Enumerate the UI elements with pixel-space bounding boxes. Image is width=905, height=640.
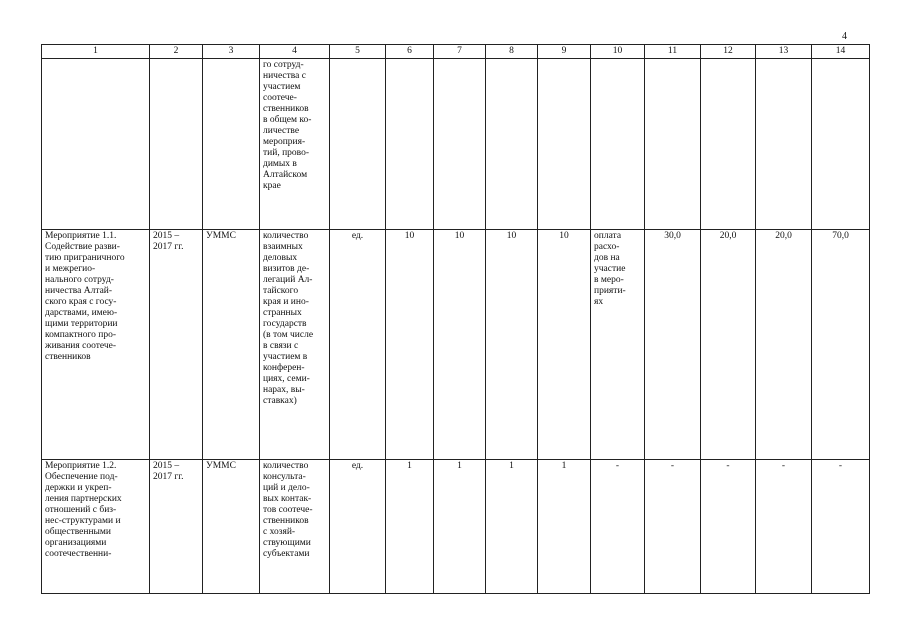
cell-unit: ед. — [330, 460, 386, 594]
cell-period — [150, 59, 203, 230]
cell-amount: - — [812, 460, 870, 594]
cell-value: 1 — [434, 460, 486, 594]
cell-direction — [591, 59, 645, 230]
cell-amount: 20,0 — [701, 230, 756, 460]
cell-amount: 70,0 — [812, 230, 870, 460]
cell-value: 10 — [434, 230, 486, 460]
column-number: 2 — [150, 45, 203, 59]
cell-activity — [42, 59, 150, 230]
cell-amount — [645, 59, 701, 230]
column-number: 11 — [645, 45, 701, 59]
cell-amount — [756, 59, 812, 230]
table-row — [42, 230, 870, 460]
cell-indicator: количество консульта- ций и дело- вых контак- тов соотече- ственников с хозяй- ствующими субъектами — [260, 460, 330, 594]
column-number: 6 — [386, 45, 434, 59]
cell-period: 2015 – 2017 гг. — [150, 230, 203, 460]
program-table — [41, 44, 870, 594]
cell-amount — [812, 59, 870, 230]
cell-value: 10 — [386, 230, 434, 460]
cell-executor: УММС — [203, 230, 260, 460]
cell-value — [386, 59, 434, 230]
cell-executor — [203, 59, 260, 230]
cell-amount: 30,0 — [645, 230, 701, 460]
cell-amount: - — [701, 460, 756, 594]
cell-amount: - — [756, 460, 812, 594]
column-number: 10 — [591, 45, 645, 59]
cell-period: 2015 – 2017 гг. — [150, 460, 203, 594]
column-number: 1 — [42, 45, 150, 59]
cell-value: 10 — [486, 230, 538, 460]
cell-direction: - — [591, 460, 645, 594]
column-number: 8 — [486, 45, 538, 59]
column-number: 14 — [812, 45, 870, 59]
cell-amount: 20,0 — [756, 230, 812, 460]
cell-activity: Мероприятие 1.1. Содействие разви- тию приграничного и межрегио- нального сотруд- ничества Алтай- ского края с госу- дарствами, имею- щими территории компактного про- живания соотече- ственников — [42, 230, 150, 460]
column-number-row — [42, 45, 870, 59]
cell-activity: Мероприятие 1.2. Обеспечение под- держки и укреп- ления партнерских отношений с биз- нес-структурами и общественными организациями соотечественни- — [42, 460, 150, 594]
page-number: 4 — [842, 31, 847, 42]
cell-value: 1 — [386, 460, 434, 594]
column-number: 4 — [260, 45, 330, 59]
cell-indicator: го сотруд- ничества с участием соотече- ственников в общем ко- личестве мероприя- тий, прово- димых в Алтайском крае — [260, 59, 330, 230]
cell-value — [538, 59, 591, 230]
column-number: 12 — [701, 45, 756, 59]
cell-unit: ед. — [330, 230, 386, 460]
table-row — [42, 59, 870, 230]
cell-unit — [330, 59, 386, 230]
cell-amount — [701, 59, 756, 230]
table-row — [42, 460, 870, 594]
column-number: 13 — [756, 45, 812, 59]
cell-value: 10 — [538, 230, 591, 460]
cell-amount: - — [645, 460, 701, 594]
cell-value — [486, 59, 538, 230]
column-number: 9 — [538, 45, 591, 59]
cell-value: 1 — [538, 460, 591, 594]
cell-value — [434, 59, 486, 230]
cell-executor: УММС — [203, 460, 260, 594]
column-number: 3 — [203, 45, 260, 59]
cell-value: 1 — [486, 460, 538, 594]
column-number: 5 — [330, 45, 386, 59]
cell-direction: оплата расхо- дов на участие в меро- прияти- ях — [591, 230, 645, 460]
cell-indicator: количество взаимных деловых визитов де- легаций Ал- тайского края и ино- странных государств (в том числе в связи с участием в конферен- циях, семи- нарах, вы- ставках) — [260, 230, 330, 460]
column-number: 7 — [434, 45, 486, 59]
